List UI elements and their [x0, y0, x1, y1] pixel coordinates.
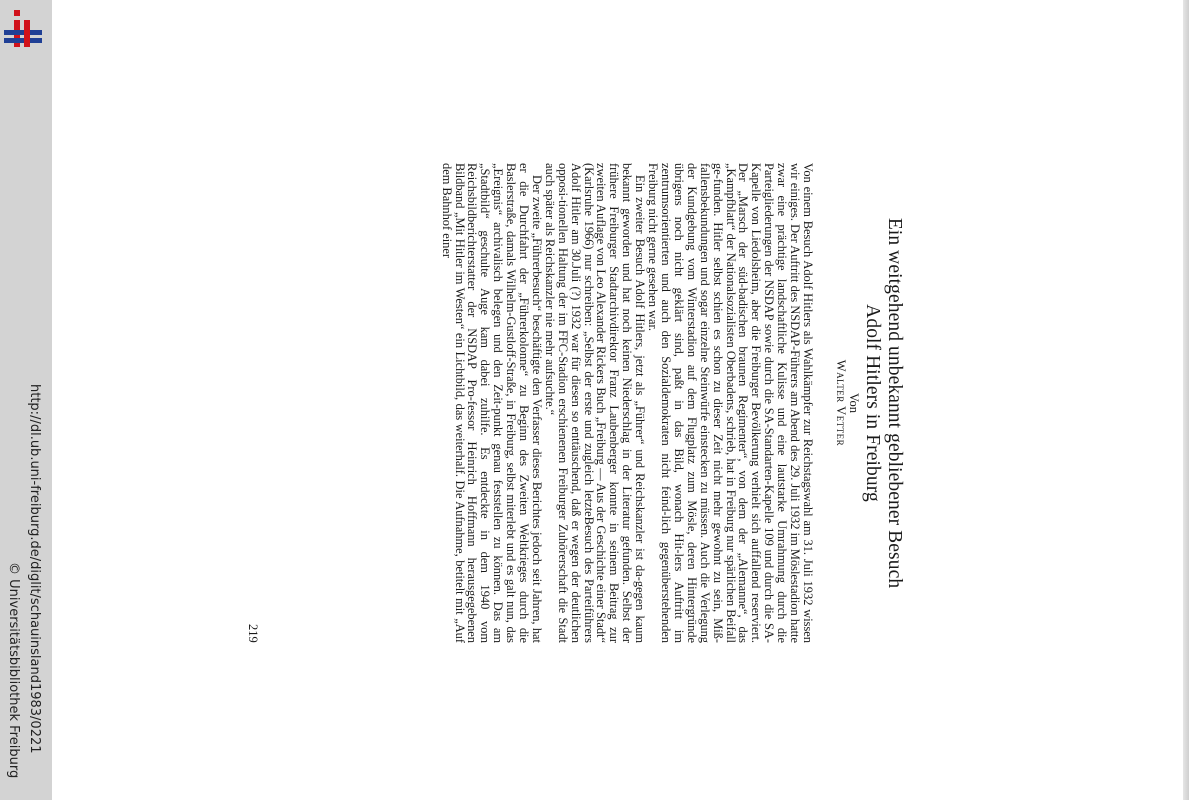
article-body	[440, 163, 814, 643]
author-name: Walter Vetter	[834, 359, 848, 447]
university-library-logo	[2, 8, 44, 50]
document-url[interactable]: http://dl.ub.uni-freiburg.de/diglit/schauinsland1983/0221	[27, 384, 42, 754]
viewer-right-edge	[1183, 0, 1189, 800]
sidebar	[0, 0, 52, 800]
paragraph: Der zweite „Führerbesuch“ beschäftigte den Verfasser dieses Berichtes jedoch seit Jahren, hat er die Durchfahrt der „Führerkolonne“ zu Beginn des Zweiten Weltkrieges durch die Baslerstraße, damals Wilhelm-Gustloff-Straße, in Freiburg, selbst miterlebt und es galt nun, das „Ereignis“ archivalisch belegen und den Zeit-punkt genau feststellen zu können. Das am „Stadtbild“ geschulte Auge kam dabei zuhilfe. Es entdeckte in dem 1940 vom Reichsbildberichterstatter der NSDAP Pro-fessor Heinrich Hoffmann herausgegebenen Bildband „Mit Hitler im Westen“ ein Lichtbild, das weiterhalf. Die Aufnahme, betitelt mit „Auf dem Bahnhof einer	[439, 163, 544, 643]
scanned-page	[246, 163, 905, 643]
title-line-2: Adolf Hitlers in Freiburg	[862, 304, 883, 502]
paragraph: Von einem Besuch Adolf Hitlers als Wahlkämpfer zur Reichstagswahl am 31. Juli 1932 wissen wir einiges. Der Auftritt des NSDAP-Führers am Abend des 29. Juli 1932 im Möslestadion hatte zwar eine prächtige landschaftliche Kulisse und eine lautstarke Umrahmung durch die Parteigliederungen der NSDAP sowie durch die SA-Standarten-Kapelle 109 und durch die SA-Kapelle von Liedolsheim, aber die Freiburger Bevölkerung verhielt sich auffallend reserviert. Der „Marsch der süd-badischen braunen Regimenter“, von dem der „Alemanne“, das „Kampfblatt“ der Nationalsozialisten Oberbadens, schrieb, hat in Freiburg nur spärlichen Beifall ge-funden. Hitler selbst schien es schon zu dieser Zeit nicht mehr gewohnt zu sein, Miß-fallensbekundungen und sogar einzelne Steinwürfe einstecken zu müssen. Auch die Verlegung der Kundgebung vom Winterstadion auf dem Flugplatz zum Mösle, deren Hintergründe übrigens noch nicht geklärt sind, paßt in das Bild, wonach Hit-lers Auftritt im zentrumsorientierten und auch den Sozialdemokraten nicht feind-lich gegenüberstehenden Freiburg nicht gerne gesehen war.	[646, 163, 815, 643]
paragraph: Ein zweiter Besuch Adolf Hitlers, jetzt als „Führer“ und Reichskanzler ist da-gegen kaum bekannt geworden und hat noch keinen Niederschlag in der Literatur gefunden. Selbst der frühere Freiburger Stadtarchivdirektor Franz Laubenberger konnte in seinem Beitrag zur zweiten Auflage von Leo Alexander Rickers Buch „Freiburg — Aus der Geschichte einer Stadt“ (Karlsruhe 1966) nur schreiben: „Selbst der erste und zugleich letzteBesuch des Parteiführers Adolf Hitler am 30.Juli (?) 1932 war für diesen so enttäuschend, daß er wegen der deutlichen opposi-tionellen Haltung der im FFC-Stadion erschienenen Freiburger Zuhörerschaft die Stadt auch später als Reichskanzler nie mehr aufsuchte.“	[542, 163, 648, 643]
article-title	[861, 163, 905, 643]
copyright-notice: © Universitätsbibliothek Freiburg	[6, 562, 21, 779]
page-number: 219	[246, 624, 260, 643]
title-line-1: Ein weitgehend unbekannt gebliebener Besuch	[884, 217, 905, 589]
byline-von: Von	[847, 393, 861, 413]
